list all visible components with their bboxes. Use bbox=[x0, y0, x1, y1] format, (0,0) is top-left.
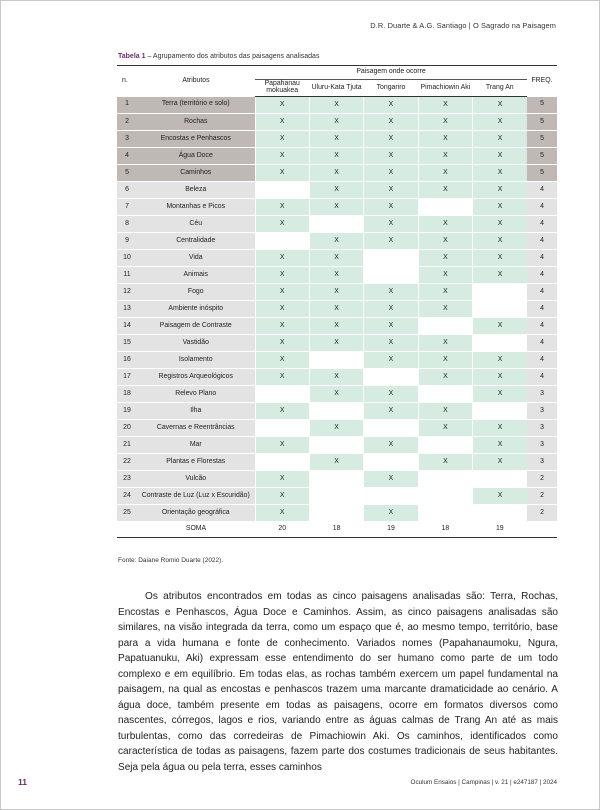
row-attribute: Isolamento bbox=[137, 352, 255, 369]
table-row bbox=[117, 165, 557, 182]
table-row bbox=[117, 233, 557, 250]
row-number: 4 bbox=[117, 148, 137, 165]
row-attribute: Registros Arqueológicos bbox=[137, 369, 255, 386]
row-attribute: Beleza bbox=[137, 182, 255, 199]
row-frequency: 4 bbox=[527, 335, 557, 352]
empty-cell bbox=[473, 505, 527, 522]
row-frequency: 4 bbox=[527, 369, 557, 386]
empty-cell bbox=[255, 386, 309, 403]
occurrence-mark: X bbox=[418, 97, 472, 114]
row-number: 12 bbox=[117, 284, 137, 301]
empty-cell bbox=[473, 301, 527, 318]
row-attribute: Céu bbox=[137, 216, 255, 233]
empty-cell bbox=[309, 437, 363, 454]
table-row bbox=[117, 488, 557, 505]
occurrence-mark: X bbox=[473, 437, 527, 454]
occurrence-mark: X bbox=[309, 250, 363, 267]
occurrence-mark: X bbox=[473, 233, 527, 250]
row-frequency: 3 bbox=[527, 454, 557, 471]
occurrence-mark: X bbox=[255, 301, 309, 318]
occurrence-mark: X bbox=[473, 182, 527, 199]
occurrence-mark: X bbox=[418, 250, 472, 267]
row-attribute: Encostas e Penhascos bbox=[137, 131, 255, 148]
row-frequency: 4 bbox=[527, 199, 557, 216]
row-frequency: 4 bbox=[527, 267, 557, 284]
row-frequency: 2 bbox=[527, 488, 557, 505]
table-row bbox=[117, 437, 557, 454]
soma-value: 19 bbox=[473, 522, 527, 538]
occurrence-mark: X bbox=[473, 267, 527, 284]
occurrence-mark: X bbox=[309, 97, 363, 114]
col-group-header: Paisagem onde ocorre bbox=[255, 66, 527, 80]
empty-cell bbox=[418, 471, 472, 488]
table-caption-text: – Agrupamento dos atributos das paisagens analisadas bbox=[145, 53, 320, 60]
soma-value: 18 bbox=[418, 522, 472, 538]
occurrence-mark: X bbox=[255, 284, 309, 301]
table-row bbox=[117, 114, 557, 131]
occurrence-mark: X bbox=[473, 97, 527, 114]
occurrence-mark: X bbox=[418, 284, 472, 301]
empty-cell bbox=[473, 403, 527, 420]
row-attribute: Vulcão bbox=[137, 471, 255, 488]
table-row bbox=[117, 284, 557, 301]
empty-cell bbox=[364, 369, 418, 386]
occurrence-mark: X bbox=[364, 131, 418, 148]
row-number: 21 bbox=[117, 437, 137, 454]
occurrence-mark: X bbox=[255, 403, 309, 420]
occurrence-mark: X bbox=[364, 386, 418, 403]
soma-label: SOMA bbox=[137, 522, 255, 538]
empty-cell bbox=[309, 471, 363, 488]
row-number: 8 bbox=[117, 216, 137, 233]
col-header-site: Tongariro bbox=[364, 80, 418, 97]
table-row bbox=[117, 420, 557, 437]
occurrence-mark: X bbox=[309, 454, 363, 471]
row-frequency: 5 bbox=[527, 131, 557, 148]
table-row bbox=[117, 199, 557, 216]
occurrence-mark: X bbox=[473, 369, 527, 386]
row-attribute: Terra (território e solo) bbox=[137, 97, 255, 114]
row-attribute: Rochas bbox=[137, 114, 255, 131]
row-frequency: 4 bbox=[527, 250, 557, 267]
row-frequency: 5 bbox=[527, 148, 557, 165]
row-attribute: Ambiente inóspito bbox=[137, 301, 255, 318]
occurrence-mark: X bbox=[255, 148, 309, 165]
occurrence-mark: X bbox=[309, 182, 363, 199]
occurrence-mark: X bbox=[364, 148, 418, 165]
row-number: 20 bbox=[117, 420, 137, 437]
table-row bbox=[117, 267, 557, 284]
row-attribute: Centralidade bbox=[137, 233, 255, 250]
table-row bbox=[117, 352, 557, 369]
empty-cell bbox=[309, 505, 363, 522]
row-number: 16 bbox=[117, 352, 137, 369]
row-number: 15 bbox=[117, 335, 137, 352]
occurrence-mark: X bbox=[364, 403, 418, 420]
row-attribute: Vida bbox=[137, 250, 255, 267]
occurrence-mark: X bbox=[309, 420, 363, 437]
occurrence-mark: X bbox=[418, 301, 472, 318]
occurrence-mark: X bbox=[309, 335, 363, 352]
row-number: 17 bbox=[117, 369, 137, 386]
empty-cell bbox=[364, 267, 418, 284]
occurrence-mark: X bbox=[309, 114, 363, 131]
occurrence-mark: X bbox=[309, 318, 363, 335]
empty-cell bbox=[309, 216, 363, 233]
row-number: 10 bbox=[117, 250, 137, 267]
row-number: 24 bbox=[117, 488, 137, 505]
occurrence-mark: X bbox=[418, 335, 472, 352]
soma-value: 19 bbox=[364, 522, 418, 538]
empty-cell bbox=[309, 488, 363, 505]
occurrence-mark: X bbox=[255, 369, 309, 386]
occurrence-mark: X bbox=[473, 148, 527, 165]
occurrence-mark: X bbox=[255, 97, 309, 114]
occurrence-mark: X bbox=[364, 216, 418, 233]
row-number: 22 bbox=[117, 454, 137, 471]
empty-cell bbox=[473, 335, 527, 352]
row-attribute: Montanhas e Picos bbox=[137, 199, 255, 216]
table-caption bbox=[118, 53, 319, 60]
row-attribute: Mar bbox=[137, 437, 255, 454]
occurrence-mark: X bbox=[255, 437, 309, 454]
running-head: D.R. Duarte & A.G. Santiago | O Sagrado na Paisagem bbox=[370, 21, 556, 30]
occurrence-mark: X bbox=[473, 488, 527, 505]
occurrence-mark: X bbox=[418, 114, 472, 131]
occurrence-mark: X bbox=[364, 284, 418, 301]
occurrence-mark: X bbox=[473, 318, 527, 335]
table-source: Fonte: Daiane Romio Duarte (2022). bbox=[118, 557, 224, 564]
occurrence-mark: X bbox=[255, 165, 309, 182]
row-frequency: 4 bbox=[527, 352, 557, 369]
empty-cell bbox=[364, 488, 418, 505]
occurrence-mark: X bbox=[309, 369, 363, 386]
table-row bbox=[117, 97, 557, 114]
row-number: 9 bbox=[117, 233, 137, 250]
empty-cell bbox=[418, 199, 472, 216]
row-frequency: 3 bbox=[527, 420, 557, 437]
empty-cell bbox=[418, 386, 472, 403]
table-row bbox=[117, 454, 557, 471]
occurrence-mark: X bbox=[364, 471, 418, 488]
table-row bbox=[117, 216, 557, 233]
row-attribute: Vastidão bbox=[137, 335, 255, 352]
occurrence-mark: X bbox=[255, 131, 309, 148]
occurrence-mark: X bbox=[255, 318, 309, 335]
col-header-n: n. bbox=[117, 66, 137, 97]
table-row bbox=[117, 131, 557, 148]
occurrence-mark: X bbox=[418, 182, 472, 199]
row-number: 6 bbox=[117, 182, 137, 199]
occurrence-mark: X bbox=[418, 131, 472, 148]
col-header-site: Papahanau mokuakea bbox=[255, 80, 309, 97]
empty-cell bbox=[418, 318, 472, 335]
row-frequency: 2 bbox=[527, 505, 557, 522]
row-frequency: 4 bbox=[527, 301, 557, 318]
table-row bbox=[117, 250, 557, 267]
occurrence-mark: X bbox=[309, 301, 363, 318]
occurrence-mark: X bbox=[255, 216, 309, 233]
empty-cell bbox=[255, 182, 309, 199]
empty-cell bbox=[364, 420, 418, 437]
row-frequency: 3 bbox=[527, 403, 557, 420]
row-number: 25 bbox=[117, 505, 137, 522]
occurrence-mark: X bbox=[255, 199, 309, 216]
occurrence-mark: X bbox=[309, 386, 363, 403]
empty-cell bbox=[473, 284, 527, 301]
occurrence-mark: X bbox=[418, 233, 472, 250]
empty-cell bbox=[364, 454, 418, 471]
col-header-freq: FREQ. bbox=[527, 66, 557, 97]
table-row bbox=[117, 505, 557, 522]
row-attribute: Plantas e Florestas bbox=[137, 454, 255, 471]
row-frequency: 3 bbox=[527, 386, 557, 403]
empty-cell bbox=[364, 250, 418, 267]
table-row bbox=[117, 471, 557, 488]
occurrence-mark: X bbox=[364, 199, 418, 216]
row-number: 1 bbox=[117, 97, 137, 114]
occurrence-mark: X bbox=[418, 420, 472, 437]
empty-cell bbox=[418, 437, 472, 454]
occurrence-mark: X bbox=[255, 267, 309, 284]
occurrence-mark: X bbox=[309, 284, 363, 301]
row-frequency: 4 bbox=[527, 233, 557, 250]
row-number: 13 bbox=[117, 301, 137, 318]
occurrence-mark: X bbox=[255, 352, 309, 369]
occurrence-mark: X bbox=[309, 148, 363, 165]
occurrence-mark: X bbox=[418, 454, 472, 471]
col-header-site: Pimachiowin Aki bbox=[418, 80, 472, 97]
empty-cell bbox=[255, 233, 309, 250]
occurrence-mark: X bbox=[418, 267, 472, 284]
row-number: 2 bbox=[117, 114, 137, 131]
col-header-site: Uluru-Kata Tjuta bbox=[309, 80, 363, 97]
table-row bbox=[117, 301, 557, 318]
attributes-table bbox=[117, 65, 557, 538]
row-number: 3 bbox=[117, 131, 137, 148]
occurrence-mark: X bbox=[309, 233, 363, 250]
empty-cell bbox=[418, 505, 472, 522]
occurrence-mark: X bbox=[364, 233, 418, 250]
row-attribute: Ilha bbox=[137, 403, 255, 420]
occurrence-mark: X bbox=[364, 335, 418, 352]
occurrence-mark: X bbox=[418, 352, 472, 369]
empty-cell bbox=[418, 488, 472, 505]
occurrence-mark: X bbox=[364, 301, 418, 318]
occurrence-mark: X bbox=[364, 97, 418, 114]
row-frequency: 4 bbox=[527, 216, 557, 233]
table-row bbox=[117, 182, 557, 199]
row-attribute: Água Doce bbox=[137, 148, 255, 165]
row-attribute: Orientação geográfica bbox=[137, 505, 255, 522]
col-header-attributes: Atributos bbox=[137, 66, 255, 97]
row-number: 7 bbox=[117, 199, 137, 216]
journal-info: Oculum Ensaios | Campinas | v. 21 | e247187 | 2024 bbox=[410, 779, 557, 786]
table-row bbox=[117, 403, 557, 420]
soma-freq-spacer bbox=[527, 522, 557, 538]
empty-cell bbox=[309, 352, 363, 369]
occurrence-mark: X bbox=[255, 114, 309, 131]
table-row bbox=[117, 318, 557, 335]
table-row bbox=[117, 148, 557, 165]
table-caption-label: Tabela 1 bbox=[118, 53, 146, 60]
row-number: 5 bbox=[117, 165, 137, 182]
occurrence-mark: X bbox=[473, 420, 527, 437]
occurrence-mark: X bbox=[255, 335, 309, 352]
row-attribute: Animais bbox=[137, 267, 255, 284]
table-body bbox=[117, 97, 557, 522]
col-header-site: Trang An bbox=[473, 80, 527, 97]
row-frequency: 5 bbox=[527, 97, 557, 114]
occurrence-mark: X bbox=[364, 505, 418, 522]
occurrence-mark: X bbox=[473, 131, 527, 148]
occurrence-mark: X bbox=[418, 216, 472, 233]
occurrence-mark: X bbox=[364, 437, 418, 454]
row-attribute: Fogo bbox=[137, 284, 255, 301]
occurrence-mark: X bbox=[255, 471, 309, 488]
page-number: 11 bbox=[18, 777, 27, 787]
empty-cell bbox=[309, 403, 363, 420]
row-attribute: Paisagem de Contraste bbox=[137, 318, 255, 335]
occurrence-mark: X bbox=[255, 250, 309, 267]
occurrence-mark: X bbox=[255, 505, 309, 522]
empty-cell bbox=[255, 420, 309, 437]
row-attribute: Caminhos bbox=[137, 165, 255, 182]
occurrence-mark: X bbox=[473, 454, 527, 471]
occurrence-mark: X bbox=[473, 386, 527, 403]
table-row bbox=[117, 335, 557, 352]
row-number: 14 bbox=[117, 318, 137, 335]
occurrence-mark: X bbox=[255, 488, 309, 505]
soma-spacer bbox=[117, 522, 137, 538]
occurrence-mark: X bbox=[309, 131, 363, 148]
occurrence-mark: X bbox=[473, 165, 527, 182]
row-attribute: Cavernas e Reentrâncias bbox=[137, 420, 255, 437]
occurrence-mark: X bbox=[364, 165, 418, 182]
occurrence-mark: X bbox=[473, 216, 527, 233]
row-frequency: 5 bbox=[527, 165, 557, 182]
empty-cell bbox=[255, 454, 309, 471]
row-frequency: 4 bbox=[527, 318, 557, 335]
row-frequency: 4 bbox=[527, 284, 557, 301]
row-number: 18 bbox=[117, 386, 137, 403]
row-number: 11 bbox=[117, 267, 137, 284]
body-paragraph: Os atributos encontrados em todas as cinco paisagens analisadas são: Terra, Rochas, Encostas e Penhascos, Água Doce e Caminhos. Assim, as cinco paisagens analisadas são similares, na visão integrada da terra, como um espaço que é, ao mesmo tempo, território, base para a vida humana e fonte de conhecimento. Variados nomes (Papahanaumoku, Ngura, Papatuanuku, Aki) expressam esse entendimento do ser humano como parte de um todo complexo e em equilíbrio. Em todas elas, as rochas também exercem um papel fundamental na paisagem, na qual as encostas e penhascos trazem uma marcante dramaticidade ao cenário. A água doce, também presente em todas as paisagens, ocorre em formatos diversos como nascentes, córregos, lagos e rios, variando entre as águas calmas de Trang An até as mais turbulentas, como das corredeiras de Pimachiowin Aki. Os caminhos, identificados como característica de todas as paisagens, fazem parte dos costumes tradicionais de seus habitantes. Seja pela água ou pela terra, esses caminhos bbox=[118, 591, 558, 773]
occurrence-mark: X bbox=[364, 318, 418, 335]
occurrence-mark: X bbox=[473, 114, 527, 131]
row-frequency: 3 bbox=[527, 437, 557, 454]
occurrence-mark: X bbox=[473, 199, 527, 216]
occurrence-mark: X bbox=[418, 403, 472, 420]
row-frequency: 4 bbox=[527, 182, 557, 199]
row-frequency: 5 bbox=[527, 114, 557, 131]
occurrence-mark: X bbox=[418, 369, 472, 386]
table-row bbox=[117, 369, 557, 386]
occurrence-mark: X bbox=[364, 114, 418, 131]
occurrence-mark: X bbox=[418, 165, 472, 182]
soma-row bbox=[117, 522, 557, 538]
occurrence-mark: X bbox=[309, 267, 363, 284]
occurrence-mark: X bbox=[418, 148, 472, 165]
occurrence-mark: X bbox=[309, 165, 363, 182]
table-row bbox=[117, 386, 557, 403]
row-frequency: 2 bbox=[527, 471, 557, 488]
occurrence-mark: X bbox=[364, 352, 418, 369]
row-attribute: Relevo Plano bbox=[137, 386, 255, 403]
soma-value: 18 bbox=[309, 522, 363, 538]
row-number: 19 bbox=[117, 403, 137, 420]
soma-value: 20 bbox=[255, 522, 309, 538]
occurrence-mark: X bbox=[309, 199, 363, 216]
row-number: 23 bbox=[117, 471, 137, 488]
occurrence-mark: X bbox=[364, 182, 418, 199]
empty-cell bbox=[473, 471, 527, 488]
occurrence-mark: X bbox=[473, 352, 527, 369]
occurrence-mark: X bbox=[473, 250, 527, 267]
row-attribute: Contraste de Luz (Luz x Escuridão) bbox=[137, 488, 255, 505]
